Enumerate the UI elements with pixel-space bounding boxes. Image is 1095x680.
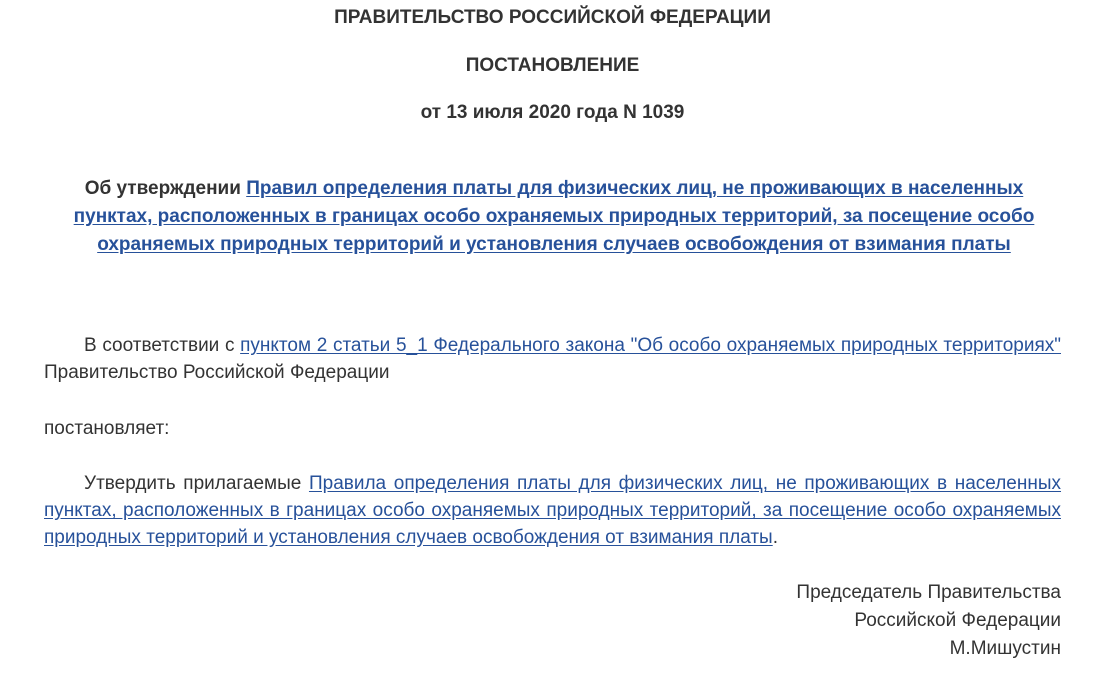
paragraph-basis-prefix: В соответствии с bbox=[84, 335, 241, 356]
paragraph-approve-suffix: . bbox=[772, 527, 778, 548]
document-type: ПОСТАНОВЛЕНИЕ bbox=[465, 55, 640, 76]
signature-position: Председатель Правительства bbox=[796, 582, 1061, 603]
paragraph-decree: постановляет: bbox=[44, 418, 170, 439]
paragraph-approve-prefix: Утвердить прилагаемые bbox=[84, 473, 309, 494]
signature-organization: Российской Федерации bbox=[854, 610, 1061, 631]
approved-rules-link[interactable]: Правила определения платы для физических лиц, не проживающих в населенных пунктах, расположенных в границах особо охраняемых природных территорий, за посещение особо охраняемых природных территорий и установления случаев освобождения от взимания платы bbox=[44, 473, 1062, 548]
paragraph-approve bbox=[44, 470, 1061, 551]
document-date: от 13 июля 2020 года N 1039 bbox=[420, 102, 685, 123]
government-title: ПРАВИТЕЛЬСТВО РОССИЙСКОЙ ФЕДЕРАЦИИ bbox=[334, 7, 771, 28]
paragraph-basis-suffix: Правительство Российской Федерации bbox=[44, 362, 390, 383]
signature-name: М.Мишустин bbox=[949, 638, 1061, 659]
subject-prefix: Об утверждении bbox=[84, 178, 247, 199]
paragraph-basis bbox=[44, 332, 1061, 386]
signature-block bbox=[796, 579, 1061, 663]
document-subject bbox=[44, 175, 1064, 259]
subject-rules-link[interactable]: Правил определения платы для физических лиц, не проживающих в населенных пунктах, расположенных в границах особо охраняемых природных территорий, за посещение особо охраняемых природных территорий и установления случаев освобождения от взимания платы bbox=[73, 178, 1035, 255]
federal-law-link[interactable]: пунктом 2 статьи 5_1 Федерального закона "Об особо охраняемых природных территориях" bbox=[240, 335, 1061, 356]
